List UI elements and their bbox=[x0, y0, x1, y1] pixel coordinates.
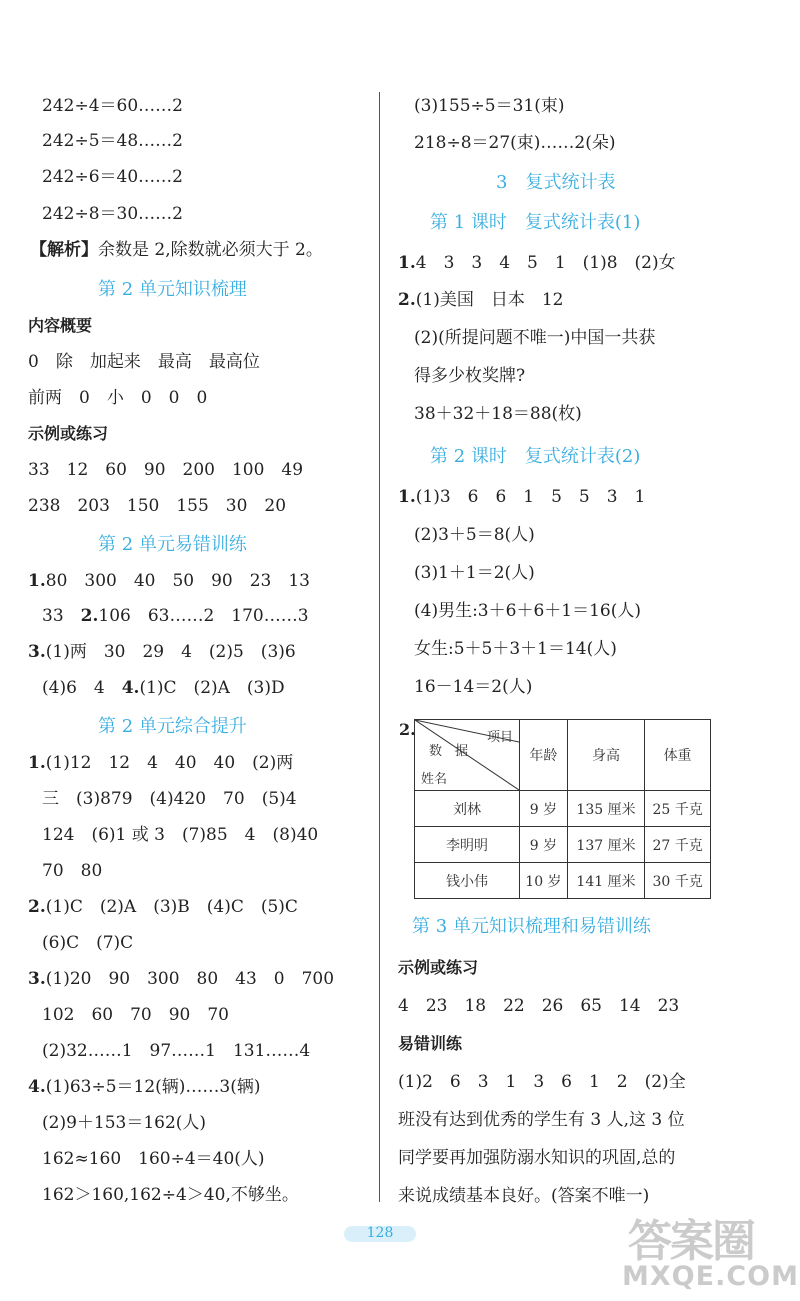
answer-line: (2)9＋153＝162(人) bbox=[42, 1113, 207, 1133]
answer-line bbox=[28, 571, 310, 591]
column-divider bbox=[379, 92, 380, 1202]
item-number: 3. bbox=[28, 969, 46, 989]
item-text: (1)3 6 6 1 5 5 3 1 bbox=[415, 487, 646, 507]
answer-line: 162≈160 160÷4＝40(人) bbox=[42, 1149, 265, 1169]
answer-line: 同学要再加强防溺水知识的巩固,总的 bbox=[398, 1148, 676, 1168]
table-cell: 9 岁 bbox=[520, 827, 568, 863]
item-number: 2. bbox=[398, 290, 416, 310]
table-header: 年龄 bbox=[520, 720, 568, 791]
outline-line: 0 除 加起来 最高 最高位 bbox=[28, 352, 260, 372]
stat-table bbox=[414, 719, 711, 899]
answer-line: 班没有达到优秀的学生有 3 人,这 3 位 bbox=[398, 1110, 685, 1130]
answer-line bbox=[28, 1077, 261, 1097]
table-cell: 25 千克 bbox=[645, 791, 711, 827]
watermark-logo bbox=[600, 1205, 799, 1295]
item-text: 4 3 3 4 5 1 (1)8 (2)女 bbox=[415, 253, 676, 273]
item-text: (1)63÷5＝12(辆)……3(辆) bbox=[45, 1077, 261, 1097]
outline-label: 内容概要 bbox=[28, 316, 93, 335]
answer-line bbox=[42, 606, 309, 626]
item-number: 1. bbox=[28, 753, 46, 773]
table-row bbox=[415, 791, 711, 827]
table-row bbox=[415, 863, 711, 899]
item-number: 1. bbox=[398, 253, 416, 273]
diag-item-label: 项目 bbox=[487, 730, 514, 745]
answer-line: 218÷8＝27(束)……2(朵) bbox=[414, 133, 616, 153]
answer-line: (2)32……1 97……1 131……4 bbox=[42, 1041, 311, 1061]
table-header-row bbox=[415, 720, 711, 791]
item-text: (1)C (2)A (3)D bbox=[139, 678, 285, 698]
answer-line: 102 60 70 90 70 bbox=[42, 1005, 229, 1025]
answer-line: (2)3＋5＝8(人) bbox=[414, 525, 535, 545]
answer-line: 242÷6＝40……2 bbox=[42, 167, 183, 187]
table-cell: 135 厘米 bbox=[567, 791, 644, 827]
table-header: 体重 bbox=[645, 720, 711, 791]
table-cell: 钱小伟 bbox=[415, 863, 520, 899]
answer-line: (3)155÷5＝31(束) bbox=[414, 96, 565, 116]
item-text: (1)美国 日本 12 bbox=[415, 290, 564, 310]
watermark-text: 答案圈 bbox=[628, 1216, 754, 1267]
answer-line: 162＞160,162÷4＞40,不够坐。 bbox=[42, 1185, 299, 1205]
item-number: 2. bbox=[399, 720, 416, 739]
item-text: (1)两 30 29 4 (2)5 (3)6 bbox=[45, 642, 296, 662]
unit2-mistake-heading: 第 2 单元易错训练 bbox=[98, 534, 247, 555]
answer-line bbox=[42, 678, 285, 698]
lesson2-heading: 第 2 课时 复式统计表(2) bbox=[430, 446, 641, 467]
answer-line bbox=[398, 290, 563, 310]
answer-line bbox=[398, 253, 676, 273]
section3-heading: 3 复式统计表 bbox=[496, 172, 616, 193]
answer-line: 来说成绩基本良好。(答案不唯一) bbox=[398, 1186, 650, 1206]
answer-line: (6)C (7)C bbox=[42, 933, 134, 953]
item-text: 106 63……2 170……3 bbox=[98, 606, 309, 626]
answer-line: 得多少枚奖牌? bbox=[414, 366, 526, 386]
answer-line: (2)(所提问题不唯一)中国一共获 bbox=[414, 328, 656, 348]
diagonal-header-cell bbox=[415, 720, 520, 791]
analysis-line bbox=[30, 240, 323, 260]
table-cell: 141 厘米 bbox=[567, 863, 644, 899]
item-text: (1)20 90 300 80 43 0 700 bbox=[45, 969, 335, 989]
table-row bbox=[415, 827, 711, 863]
answer-line: (4)男生:3＋6＋6＋1＝16(人) bbox=[414, 601, 641, 621]
item-number: 1. bbox=[398, 487, 416, 507]
table-header: 身高 bbox=[567, 720, 644, 791]
table-cell: 137 厘米 bbox=[567, 827, 644, 863]
analysis-text: 余数是 2,除数就必须大于 2。 bbox=[98, 240, 323, 260]
item-number: 2. bbox=[80, 606, 99, 626]
example-label: 示例或练习 bbox=[398, 958, 479, 977]
item-number: 1. bbox=[28, 571, 46, 591]
table-cell: 10 岁 bbox=[520, 863, 568, 899]
answer-line: 242÷5＝48……2 bbox=[42, 131, 183, 151]
lesson1-heading: 第 1 课时 复式统计表(1) bbox=[430, 212, 641, 233]
table-cell: 李明明 bbox=[415, 827, 520, 863]
item-text: 80 300 40 50 90 23 13 bbox=[45, 571, 310, 591]
answer-line: (1)2 6 3 1 3 6 1 2 (2)全 bbox=[398, 1072, 686, 1092]
analysis-tag: 【解析】 bbox=[30, 240, 98, 260]
unit2-comprehensive-heading: 第 2 单元综合提升 bbox=[98, 716, 247, 737]
answer-line: 女生:5＋5＋3＋1＝14(人) bbox=[414, 639, 617, 659]
example-line: 33 12 60 90 200 100 49 bbox=[28, 460, 304, 480]
table-cell: 30 千克 bbox=[645, 863, 711, 899]
diag-name-label: 姓名 bbox=[421, 772, 448, 787]
item-number: 4. bbox=[121, 678, 140, 698]
example-line: 238 203 150 155 30 20 bbox=[28, 496, 287, 516]
answer-line: (3)1＋1＝2(人) bbox=[414, 563, 535, 583]
table-cell: 刘林 bbox=[415, 791, 520, 827]
example-label: 示例或练习 bbox=[28, 424, 109, 443]
answer-line: 242÷8＝30……2 bbox=[42, 204, 183, 224]
answer-line: 38＋32＋18＝88(枚) bbox=[414, 404, 582, 424]
item-number: 2. bbox=[28, 897, 46, 917]
table-cell: 27 千克 bbox=[645, 827, 711, 863]
outline-line: 前两 0 小 0 0 0 bbox=[28, 388, 208, 408]
answer-line bbox=[28, 753, 293, 773]
diag-data-label: 数 据 bbox=[429, 744, 469, 759]
answer-line bbox=[28, 897, 298, 917]
unit2-review-heading: 第 2 单元知识梳理 bbox=[98, 279, 247, 300]
item-text: 33 bbox=[42, 606, 81, 626]
unit3-heading: 第 3 单元知识梳理和易错训练 bbox=[412, 916, 651, 937]
item-number: 4. bbox=[28, 1077, 46, 1097]
answer-line bbox=[398, 487, 645, 507]
item-text: (1)C (2)A (3)B (4)C (5)C bbox=[45, 897, 298, 917]
answer-line bbox=[28, 642, 296, 662]
item-text: (4)6 4 bbox=[42, 678, 122, 698]
answer-line: 三 (3)879 (4)420 70 (5)4 bbox=[42, 789, 297, 809]
answer-line: 16－14＝2(人) bbox=[414, 677, 533, 697]
answer-line bbox=[28, 969, 334, 989]
answer-line: 70 80 bbox=[42, 861, 103, 881]
page-number: 128 bbox=[366, 1225, 394, 1241]
example-line: 4 23 18 22 26 65 14 23 bbox=[398, 996, 680, 1016]
mistake-label: 易错训练 bbox=[398, 1034, 463, 1053]
answer-line: 242÷4＝60……2 bbox=[42, 96, 183, 116]
item-number: 3. bbox=[28, 642, 46, 662]
watermark-url: MXQE.COM bbox=[622, 1261, 799, 1292]
item-text: (1)12 12 4 40 40 (2)两 bbox=[45, 753, 294, 773]
answer-line: 124 (6)1 或 3 (7)85 4 (8)40 bbox=[42, 825, 319, 845]
table-cell: 9 岁 bbox=[520, 791, 568, 827]
